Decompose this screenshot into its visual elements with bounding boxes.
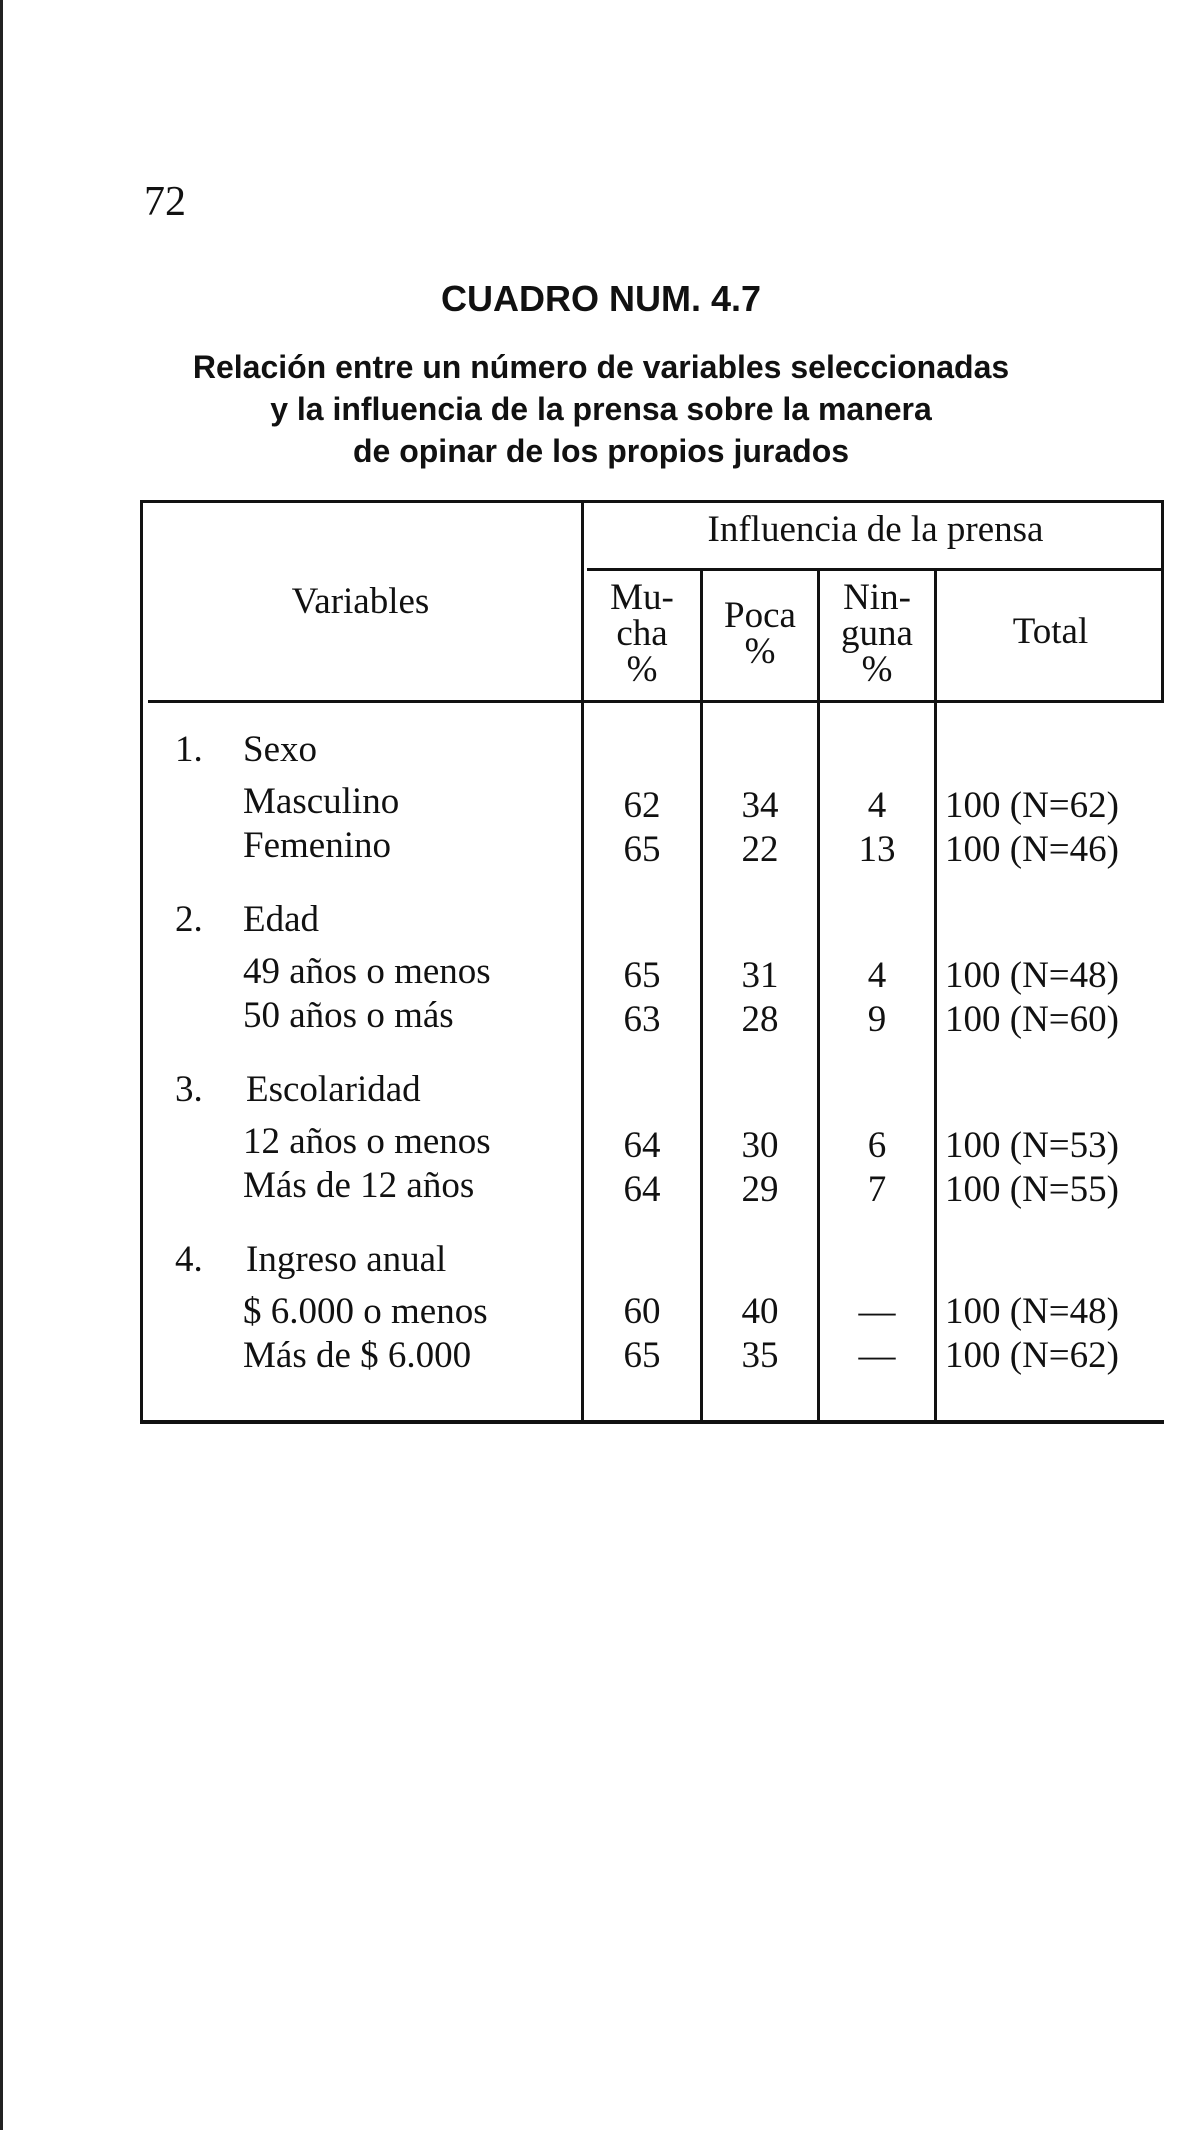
row-label: Más de 12 años xyxy=(243,1165,475,1206)
cell-ninguna: 9 xyxy=(867,999,887,1040)
caption-line: de opinar de los propios jurados xyxy=(352,433,850,469)
cell-poca: 40 xyxy=(741,1291,779,1332)
cell-total: 100 (N=48) xyxy=(945,1291,1119,1332)
cell-total: 100 (N=62) xyxy=(945,1335,1119,1376)
table-bottom-rule xyxy=(140,1420,1164,1424)
section-name: Edad xyxy=(243,899,320,940)
cell-total: 100 (N=62) xyxy=(945,785,1119,826)
cell-ninguna: — xyxy=(858,1335,896,1376)
cell-total: 100 (N=46) xyxy=(945,829,1119,870)
row-label: 49 años o menos xyxy=(243,951,491,992)
cell-poca: 28 xyxy=(741,999,779,1040)
section-number: 2. xyxy=(175,899,203,940)
table-title: CUADRO NUM. 4.7 xyxy=(440,278,762,319)
section-number: 3. xyxy=(175,1069,203,1110)
cell-ninguna: 7 xyxy=(867,1169,887,1210)
section-name: Ingreso anual xyxy=(246,1239,447,1280)
data-table xyxy=(140,500,1164,1426)
row-label: Masculino xyxy=(243,781,400,822)
cell-ninguna: 4 xyxy=(867,785,887,826)
cell-total: 100 (N=48) xyxy=(945,955,1119,996)
cell-mucha: 64 xyxy=(623,1169,661,1210)
cell-poca: 34 xyxy=(741,785,779,826)
cell-total: 100 (N=55) xyxy=(945,1169,1119,1210)
cell-total: 100 (N=60) xyxy=(945,999,1119,1040)
section-name: Sexo xyxy=(243,729,317,770)
cell-mucha: 65 xyxy=(623,955,661,996)
cell-ninguna: 6 xyxy=(867,1125,887,1166)
cell-total: 100 (N=53) xyxy=(945,1125,1119,1166)
caption-line: Relación entre un número de variables seleccionadas xyxy=(192,349,1010,385)
row-label: $ 6.000 o menos xyxy=(243,1291,488,1332)
cell-mucha: 65 xyxy=(623,1335,661,1376)
cell-poca: 22 xyxy=(741,829,779,870)
table-left-rule xyxy=(140,500,143,1422)
cell-poca: 29 xyxy=(741,1169,779,1210)
cell-poca: 30 xyxy=(741,1125,779,1166)
cell-mucha: 60 xyxy=(623,1291,661,1332)
cell-mucha: 64 xyxy=(623,1125,661,1166)
cell-poca: 35 xyxy=(741,1335,779,1376)
row-label: 50 años o más xyxy=(243,995,454,1036)
row-label: 12 años o menos xyxy=(243,1121,491,1162)
page-number: 72 xyxy=(144,179,186,225)
row-label: Femenino xyxy=(243,825,391,866)
row-label: Más de $ 6.000 xyxy=(243,1335,472,1376)
cell-mucha: 65 xyxy=(623,829,661,870)
header-bottom-rule xyxy=(148,700,1164,703)
variables-header: Variables xyxy=(291,581,430,622)
col-header-ninguna: Nin- guna % xyxy=(841,577,913,690)
section-name: Escolaridad xyxy=(246,1069,421,1110)
cell-mucha: 63 xyxy=(623,999,661,1040)
cell-poca: 31 xyxy=(741,955,779,996)
table-top-rule xyxy=(140,500,1164,503)
table-caption xyxy=(0,346,1202,472)
column-rule xyxy=(934,570,937,1422)
col-header-total: Total xyxy=(1012,611,1089,652)
cell-mucha: 62 xyxy=(623,785,661,826)
cell-ninguna: 13 xyxy=(858,829,896,870)
group-header: Influencia de la prensa xyxy=(707,509,1044,550)
cell-ninguna: 4 xyxy=(867,955,887,996)
cell-ninguna: — xyxy=(858,1291,896,1332)
section-number: 1. xyxy=(175,729,203,770)
col-header-mucha: Mu- cha % xyxy=(610,577,674,690)
col-header-poca: Poca % xyxy=(724,595,796,672)
group-header-rule xyxy=(587,568,1164,571)
section-number: 4. xyxy=(175,1239,203,1280)
caption-line: y la influencia de la prensa sobre la manera xyxy=(270,391,932,427)
